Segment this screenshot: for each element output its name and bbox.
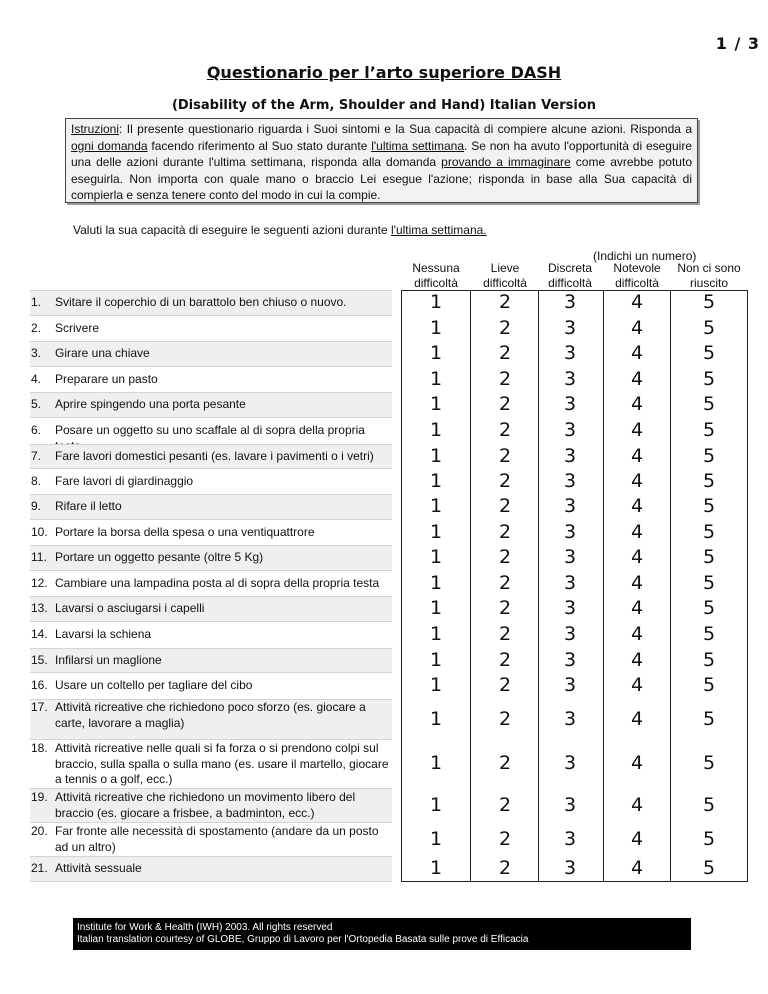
column-header-line1: Lieve [490,261,520,275]
question-number: 20. [31,824,48,838]
question-text: Portare un oggetto pesante (oltre 5 Kg) [55,550,264,564]
question-text: Aprire spingendo una porta pesante [55,397,246,411]
answer-option-2[interactable]: 2 [498,623,512,645]
answer-option-5[interactable]: 5 [702,674,716,696]
question-text: Rifare il letto [55,499,122,513]
question-number: 16. [31,678,48,692]
answer-option-2[interactable]: 2 [498,445,512,467]
answer-option-1[interactable]: 1 [429,470,443,492]
page-title [0,63,768,82]
instructions-text-1: : Il presente questionario riguarda i Suoi sintomi e la Sua capacità di compiere alcune azioni. Risponda a [119,122,692,136]
instructions-label: Istruzioni [71,122,120,136]
answer-option-1[interactable]: 1 [429,828,443,850]
answer-option-3[interactable]: 3 [563,342,577,364]
answer-option-5[interactable]: 5 [702,752,716,774]
question-text: Posare un oggetto su uno scaffale al di sopra della propria [55,423,365,437]
question-number: 19. [31,790,48,804]
answer-option-5[interactable]: 5 [702,495,716,517]
instructions-box [65,118,698,203]
answer-option-5[interactable]: 5 [702,291,716,313]
answer-option-2[interactable]: 2 [498,470,512,492]
answer-option-4[interactable]: 4 [630,546,644,568]
column-header-line2: difficoltà [548,276,592,290]
answer-option-3[interactable]: 3 [563,470,577,492]
answer-option-4[interactable]: 4 [630,752,644,774]
question-number: 2. [31,321,42,335]
question-row [30,699,748,740]
answer-option-2[interactable]: 2 [498,674,512,696]
question-number: 15. [31,653,48,667]
answer-option-5[interactable]: 5 [702,317,716,339]
question-number: 21. [31,861,48,875]
answer-option-3[interactable]: 3 [563,857,577,879]
question-number: 7. [31,449,42,463]
question-row [30,596,748,622]
answer-option-1[interactable]: 1 [429,623,443,645]
answer-option-1[interactable]: 1 [429,393,443,415]
column-header-line2: difficoltà [483,276,527,290]
answer-option-5[interactable]: 5 [702,857,716,879]
question-text: Fare lavori domestici pesanti (es. lavare i pavimenti o i vetri) [55,449,374,463]
answer-option-5[interactable]: 5 [702,393,716,415]
answer-option-2[interactable]: 2 [498,857,512,879]
answer-option-3[interactable]: 3 [563,674,577,696]
answer-option-1[interactable]: 1 [429,495,443,517]
question-number: 12. [31,576,48,590]
answer-option-4[interactable]: 4 [630,828,644,850]
answer-option-4[interactable]: 4 [630,342,644,364]
answer-option-1[interactable]: 1 [429,521,443,543]
question-number: 14. [31,627,48,641]
answer-option-1[interactable]: 1 [429,342,443,364]
answer-option-5[interactable]: 5 [702,708,716,730]
answer-option-4[interactable]: 4 [630,317,644,339]
answer-option-4[interactable]: 4 [630,572,644,594]
question-row [30,341,748,367]
answer-option-5[interactable]: 5 [702,649,716,671]
question-number: 11. [31,550,47,564]
instructions-highlight-1: ogni domanda [71,138,148,153]
question-row [30,740,748,788]
answer-option-1[interactable]: 1 [429,752,443,774]
question-text: Svitare il coperchio di un barattolo ben chiuso o nuovo. [55,295,347,309]
answer-option-3[interactable]: 3 [563,752,577,774]
answer-option-4[interactable]: 4 [630,470,644,492]
column-header-2 [470,261,540,291]
question-text: Lavarsi o asciugarsi i capelli [55,601,205,615]
question-text: Scrivere [55,321,100,335]
answer-option-4[interactable]: 4 [630,794,644,816]
footer-line-2: Italian translation courtesy of GLOBE, Gruppo di Lavoro per l'Ortopedia Basata sulle prove di Efficacia [77,934,529,945]
answer-option-1[interactable]: 1 [429,445,443,467]
question-text: Infilarsi un maglione [55,653,162,667]
question-text: Usare un coltello per tagliare del cibo [55,678,253,692]
column-header-line2: difficoltà [414,276,458,290]
answer-option-3[interactable]: 3 [563,521,577,543]
answer-option-2[interactable]: 2 [498,368,512,390]
column-header-line1: Non ci sono [677,261,741,275]
question-row [30,316,748,341]
question-text: Girare una chiave [55,346,150,360]
answer-option-4[interactable]: 4 [630,393,644,415]
question-text: Far fronte alle necessità di spostamento (andare da un posto ad un altro) [55,824,379,854]
answer-option-2[interactable]: 2 [498,291,512,313]
copyright-footer [73,918,691,950]
question-text: Preparare un pasto [55,372,158,386]
answer-option-3[interactable]: 3 [563,445,577,467]
answer-option-4[interactable]: 4 [630,623,644,645]
column-header-line1: Notevole [613,261,661,275]
answer-option-1[interactable]: 1 [429,419,443,441]
answer-option-1[interactable]: 1 [429,649,443,671]
answer-option-1[interactable]: 1 [429,546,443,568]
question-text: Fare lavori di giardinaggio [55,474,194,488]
answer-option-3[interactable]: 3 [563,393,577,415]
answer-option-4[interactable]: 4 [630,291,644,313]
question-number: 5. [31,397,42,411]
instructions-text-3: . Se non ha avuto l'opportunità di eseguire una delle azioni durante l'ultima settimana, risponda alla domanda [71,138,692,169]
column-header-line2: riuscito [689,276,728,290]
column-header-line1: Nessuna [412,261,460,275]
question-row [30,673,748,699]
title-text: Questionario per l’arto superiore DASH [206,63,562,82]
question-row [30,648,748,673]
question-number: 18. [31,741,48,755]
answer-option-2[interactable]: 2 [498,828,512,850]
answer-option-4[interactable]: 4 [630,495,644,517]
question-number: 3. [31,346,42,360]
answer-option-3[interactable]: 3 [563,828,577,850]
question-number: 1. [31,295,42,309]
answer-option-2[interactable]: 2 [498,521,512,543]
answer-option-4[interactable]: 4 [630,708,644,730]
question-row [30,367,748,392]
answer-option-2[interactable]: 2 [498,546,512,568]
answer-option-4[interactable]: 4 [630,674,644,696]
answer-option-3[interactable]: 3 [563,597,577,619]
question-number: 17. [31,700,48,714]
answer-option-4[interactable]: 4 [630,445,644,467]
answer-hint: (Indichi un numero) [593,249,697,263]
page-subtitle: (Disability of the Arm, Shoulder and Hand) Italian Version [171,98,597,113]
question-row [30,494,748,520]
answer-option-3[interactable]: 3 [563,317,577,339]
answer-option-1[interactable]: 1 [429,857,443,879]
answer-option-1[interactable]: 1 [429,794,443,816]
question-row [30,418,748,444]
answer-option-4[interactable]: 4 [630,419,644,441]
answer-option-1[interactable]: 1 [429,597,443,619]
answer-option-1[interactable]: 1 [429,291,443,313]
answer-option-3[interactable]: 3 [563,794,577,816]
question-text: Attività sessuale [55,861,142,875]
answer-option-5[interactable]: 5 [702,368,716,390]
column-header-line2: difficoltà [615,276,659,290]
answer-option-2[interactable]: 2 [498,649,512,671]
question-row [30,290,748,316]
question-number: 10. [31,525,48,539]
instructions-text-4: come avrebbe potuto eseguirla. Non importa con quale mano o braccio Lei esegue l'azione; risponda in base alla Sua capacità di compierla e senza tenere conto del modo in cui la compie. [71,155,692,202]
column-header-1 [401,261,471,291]
answer-option-5[interactable]: 5 [702,623,716,645]
question-text: Attività ricreative che richiedono poco sforzo (es. giocare a carte, lavorare a maglia) [55,700,366,730]
question-text: Cambiare una lampadina posta al di sopra della propria testa [55,576,380,590]
question-row [30,392,748,418]
answer-option-5[interactable]: 5 [702,342,716,364]
column-header-3 [535,261,605,291]
question-number: 13. [31,601,48,615]
answer-option-2[interactable]: 2 [498,752,512,774]
question-row [30,520,748,545]
question-row [30,444,748,469]
answer-option-3[interactable]: 3 [563,368,577,390]
lead-highlight: l'ultima settimana. [390,223,487,237]
footer-line-1: Institute for Work & Health (IWH) 2003. All rights reserved [77,922,333,933]
answer-option-5[interactable]: 5 [702,521,716,543]
question-number: 4. [31,372,42,386]
answer-option-5[interactable]: 5 [702,794,716,816]
answer-option-1[interactable]: 1 [429,572,443,594]
answer-option-2[interactable]: 2 [498,495,512,517]
answer-option-4[interactable]: 4 [630,368,644,390]
answer-option-5[interactable]: 5 [702,419,716,441]
question-text: Lavarsi la schiena [55,627,152,641]
answer-option-3[interactable]: 3 [563,291,577,313]
column-header-4 [602,261,672,291]
answer-option-2[interactable]: 2 [498,572,512,594]
answer-option-5[interactable]: 5 [702,546,716,568]
answer-option-2[interactable]: 2 [498,317,512,339]
question-text: Portare la borsa della spesa o una ventiquattrore [55,525,315,539]
answer-option-3[interactable]: 3 [563,649,577,671]
answer-option-5[interactable]: 5 [702,828,716,850]
answer-option-2[interactable]: 2 [498,794,512,816]
answer-option-2[interactable]: 2 [498,419,512,441]
instructions-highlight-3: provando a immaginare [441,155,571,169]
answer-option-5[interactable]: 5 [702,470,716,492]
question-row [30,571,748,596]
page-number: 1 / 3 [715,34,760,53]
answer-option-5[interactable]: 5 [702,572,716,594]
answer-option-1[interactable]: 1 [429,317,443,339]
question-row [30,469,748,494]
answer-option-1[interactable]: 1 [429,368,443,390]
answer-option-2[interactable]: 2 [498,597,512,619]
question-row [30,788,748,823]
answer-option-5[interactable]: 5 [702,597,716,619]
answer-option-3[interactable]: 3 [563,623,577,645]
lead-sentence [73,223,487,237]
answer-option-2[interactable]: 2 [498,393,512,415]
answer-option-2[interactable]: 2 [498,708,512,730]
answer-option-1[interactable]: 1 [429,708,443,730]
question-row [30,545,748,571]
question-number: 8. [31,474,42,488]
answer-option-3[interactable]: 3 [563,546,577,568]
column-header-line1: Discreta [547,261,592,275]
question-row [30,823,748,856]
question-text: Attività ricreative che richiedono un movimento libero del braccio (es. giocare a frisbee, a badminton, ecc.) [55,790,356,820]
question-text: Attività ricreative nelle quali si fa forza o si prendono colpi sul braccio, sulla spalla o sulla mano (es. usare il martello, giocare a tennis o a golf, ecc.) [55,741,389,786]
instructions-highlight-2: l'ultima settimana [371,138,465,153]
answer-option-4[interactable]: 4 [630,597,644,619]
question-row [30,622,748,648]
lead-text: Valuti la sua capacità di eseguire le seguenti azioni durante [73,223,391,237]
answer-option-2[interactable]: 2 [498,342,512,364]
answer-option-3[interactable]: 3 [563,495,577,517]
question-number: 9. [31,499,42,513]
answer-option-3[interactable]: 3 [563,419,577,441]
question-number: 6. [31,423,42,437]
question-row [30,856,748,882]
answer-option-4[interactable]: 4 [630,857,644,879]
answer-option-3[interactable]: 3 [563,708,577,730]
answer-option-4[interactable]: 4 [630,521,644,543]
column-header-5 [674,261,744,291]
instructions-text-2: facendo riferimento al Suo stato durante [147,138,372,153]
answer-option-4[interactable]: 4 [630,649,644,671]
answer-option-1[interactable]: 1 [429,674,443,696]
answer-option-3[interactable]: 3 [563,572,577,594]
answer-option-5[interactable]: 5 [702,445,716,467]
